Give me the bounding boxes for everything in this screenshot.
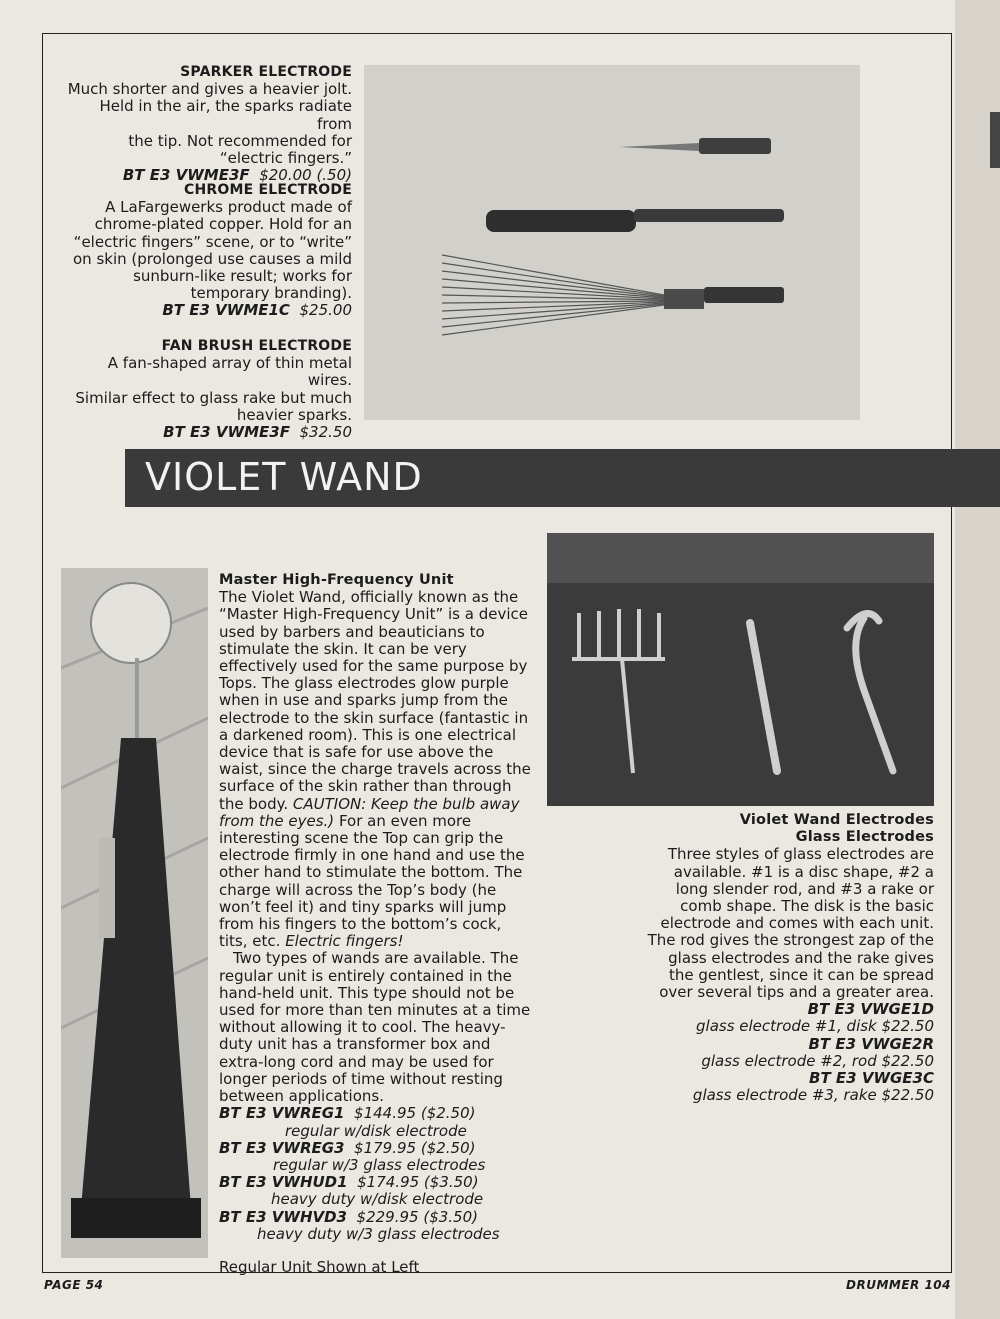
chrome-line: sunburn-like result; works for: [133, 267, 352, 286]
chrome-heading: CHROME ELECTRODE: [184, 182, 352, 198]
item-code: BT E3 VWHVD3: [219, 1207, 347, 1226]
sparker-code: BT E3 VWME3F: [122, 166, 250, 185]
master-paragraph-2: Two types of wands are available. The regular unit is entirely contained in the hand-held unit. This type should not be used for more than ten minutes at a time without allowing it to cool. The heavy-duty unit has a transformer box and extra-long cord and may be used for longer periods of time without resting between applications.: [219, 949, 531, 1106]
chrome-line: “electric fingers” scene, or to “write”: [73, 232, 352, 251]
master-paragraph-1: [219, 589, 531, 950]
item-desc: regular w/disk electrode: [285, 1121, 467, 1140]
glass-line: electrode and comes with each unit.: [660, 914, 934, 933]
glass-line: Three styles of glass electrodes are: [667, 845, 934, 864]
item-price: $174.95 ($3.50): [357, 1173, 479, 1192]
glass-line: over several tips and a greater area.: [659, 983, 934, 1002]
electric-fingers-text: Electric fingers!: [285, 932, 404, 951]
glass-section: [640, 812, 934, 1104]
master-heading: Master High-Frequency Unit: [219, 572, 454, 588]
chrome-line: A LaFargewerks product made of: [105, 198, 352, 217]
glass-line: glass electrodes and the rake gives: [668, 948, 934, 967]
metal-electrodes-photo: [364, 65, 860, 420]
glass-electrodes-photo: [547, 533, 934, 806]
page-number: PAGE 54: [44, 1278, 104, 1292]
item-desc: heavy duty w/3 glass electrodes: [257, 1224, 500, 1243]
item-code: BT E3 VWHUD1: [219, 1173, 348, 1192]
item-code: BT E3 VWREG3: [219, 1138, 345, 1157]
glass-desc: glass electrode #3, rake $22.50: [692, 1086, 934, 1105]
item-code: BT E3 VWREG1: [219, 1104, 345, 1123]
glass-line: The rod gives the strongest zap of the: [647, 931, 934, 950]
glass-code: BT E3 VWGE3C: [809, 1069, 934, 1088]
master-section: [219, 572, 531, 1276]
glass-line: long slender rod, and #3 a rake or: [675, 879, 934, 898]
sparker-price: $20.00 (.50): [259, 166, 352, 185]
fan-code: BT E3 VWME3F: [163, 423, 290, 442]
item-price: $229.95 ($3.50): [356, 1207, 478, 1226]
glass-heading-1: Violet Wand Electrodes: [739, 812, 934, 828]
glass-desc: glass electrode #2, rod $22.50: [701, 1051, 934, 1070]
caution-text: CAUTION: Keep the bulb away from the eyes.): [219, 794, 520, 830]
price-list: [219, 1105, 531, 1243]
sparker-line: Much shorter and gives a heavier jolt.: [67, 80, 352, 99]
glass-code: BT E3 VWGE1D: [807, 1000, 934, 1019]
violet-wand-illustration: [61, 568, 208, 1258]
sparker-electrode-icon: [619, 138, 771, 154]
glass-electrodes-illustration: [547, 533, 934, 806]
fan-line: Similar effect to glass rake but much: [75, 388, 352, 407]
glass-desc: glass electrode #1, disk $22.50: [696, 1017, 934, 1036]
disk-electrode-icon: [91, 583, 171, 663]
glass-line: comb shape. The disk is the basic: [680, 897, 934, 916]
chrome-code: BT E3 VWME1C: [162, 301, 290, 320]
edge-tab: [990, 112, 1000, 168]
fan-section: [60, 338, 352, 441]
facing-page-edge: [955, 0, 1000, 1319]
glass-line: available. #1 is a disc shape, #2 a: [673, 862, 934, 881]
metal-electrodes-illustration: [364, 65, 860, 420]
fan-line: A fan-shaped array of thin metal wires.: [107, 354, 352, 390]
glass-code: BT E3 VWGE2R: [808, 1034, 934, 1053]
chrome-line: on skin (prolonged use causes a mild: [73, 249, 352, 268]
fan-brush-electrode-icon: [442, 255, 784, 335]
sparker-line: the tip. Not recommended for: [128, 131, 352, 150]
sparker-section: [60, 64, 352, 184]
fan-price: $32.50: [299, 423, 352, 442]
master-text: The Violet Wand, officially known as the “Master High-Frequency Unit” is a device used by barbers and beauticians to stimulate the skin. It can be very effectively used for the same purpose by Tops. The glass electrodes glow purple when in use and sparks jump from the electrode to the skin surface (fantastic in a darkened room). This is one electrical device that is safe for use above the waist, since the charge travels across the surface of the skin rather than through the body.: [219, 588, 531, 813]
sparker-heading: SPARKER ELECTRODE: [180, 64, 352, 80]
sparker-line: “electric fingers.”: [219, 149, 352, 168]
fan-line: heavier sparks.: [236, 405, 352, 424]
chrome-line: temporary branding).: [190, 284, 352, 303]
item-price: $179.95 ($2.50): [354, 1138, 476, 1157]
glass-heading-2: Glass Electrodes: [795, 829, 934, 846]
chrome-electrode-icon: [486, 209, 784, 232]
chrome-price: $25.00: [299, 301, 352, 320]
item-desc: heavy duty w/disk electrode: [271, 1190, 484, 1209]
issue-label: DRUMMER 104: [846, 1278, 951, 1292]
chrome-section: [60, 182, 352, 320]
master-text: For an even more interesting scene the Top can grip the electrode firmly in one hand and use the other hand to stimulate the bottom. The charge will across the Top’s body (he won’t feel it) and tiny sparks will jump from his fingers to the bottom’s cock, tits, etc.: [219, 811, 525, 951]
sparker-line: Held in the air, the sparks radiate from: [99, 97, 352, 133]
photo-caption: Regular Unit Shown at Left: [219, 1257, 420, 1276]
banner-title: VIOLET WAND: [145, 455, 423, 499]
item-price: $144.95 ($2.50): [354, 1104, 476, 1123]
glass-line: the gentlest, since it can be spread: [668, 965, 934, 984]
fan-heading: FAN BRUSH ELECTRODE: [161, 338, 352, 354]
chrome-line: chrome-plated copper. Hold for an: [94, 215, 352, 234]
violet-wand-photo: [61, 568, 208, 1258]
item-desc: regular w/3 glass electrodes: [273, 1155, 486, 1174]
